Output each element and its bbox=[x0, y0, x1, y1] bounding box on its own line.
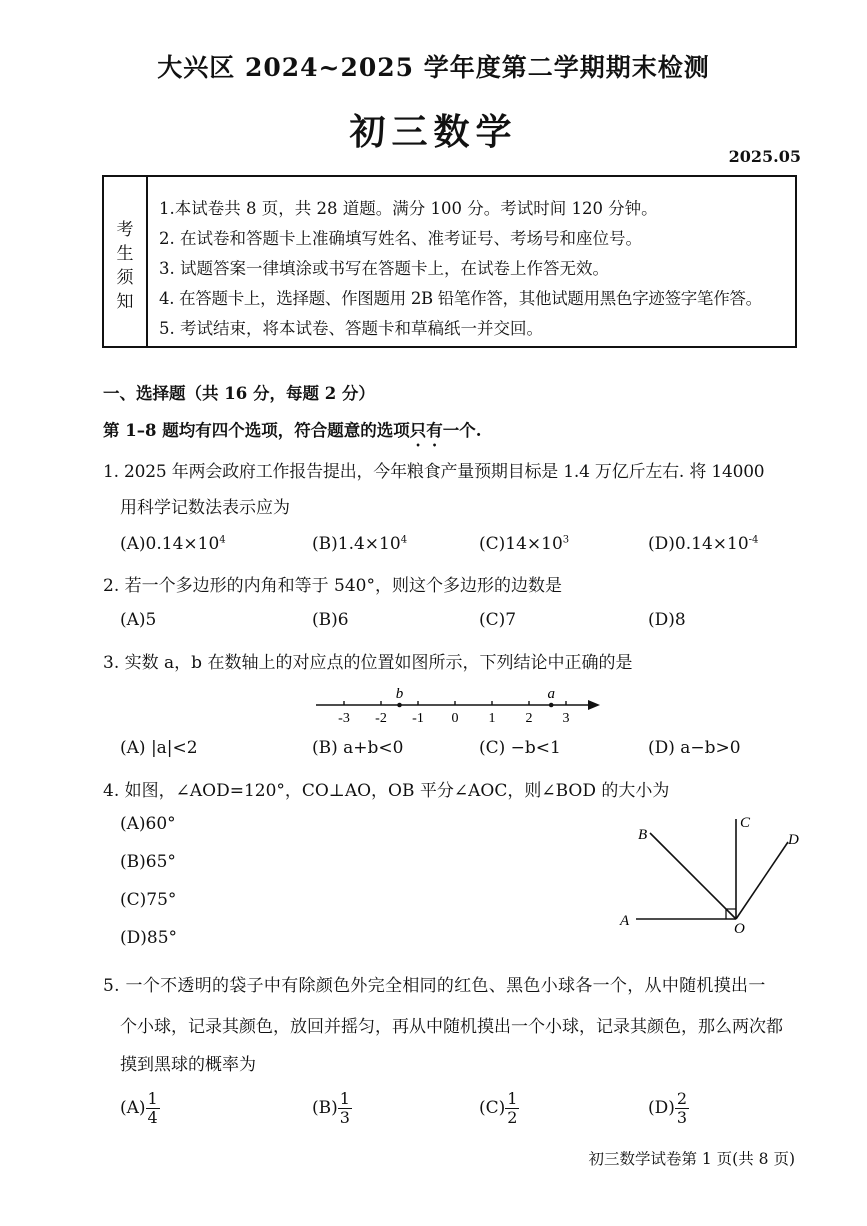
notice-label bbox=[104, 177, 148, 346]
ray-od bbox=[736, 842, 788, 919]
question-1-option-a: $(A)0.14\times 10^4$ bbox=[120, 534, 226, 554]
axis-tick-label: -2 bbox=[375, 711, 387, 725]
question-3-option-c: (C) −b<1 bbox=[479, 738, 561, 758]
question-3-option-a: (A) |a|<2 bbox=[120, 738, 198, 758]
question-2-option-b: (B)6 bbox=[312, 610, 349, 630]
instruction-emphasis: 只有 bbox=[409, 421, 443, 440]
point-b-label: b bbox=[395, 686, 404, 702]
point-a-dot bbox=[549, 703, 554, 708]
point-label-o: O bbox=[734, 921, 745, 937]
section-instruction bbox=[103, 417, 481, 450]
question-2-option-c: (C)7 bbox=[479, 610, 517, 630]
point-a-label: a bbox=[547, 686, 555, 702]
point-b-dot bbox=[397, 703, 402, 708]
axis-tick-label: -3 bbox=[338, 711, 350, 725]
ray-ob bbox=[650, 833, 736, 919]
point-label-a: A bbox=[620, 913, 630, 929]
exam-date: 2025.05 bbox=[728, 147, 801, 166]
notice-label-char: 知 bbox=[116, 292, 134, 312]
point-label-c: C bbox=[740, 815, 751, 831]
page-footer: 初三数学试卷第 1 页(共 8 页) bbox=[588, 1150, 795, 1168]
exam-title: 大兴区 2024~2025 学年度第二学期期末检测 bbox=[157, 53, 710, 82]
axis-tick-label: -1 bbox=[412, 711, 424, 725]
axis-tick-label: 3 bbox=[562, 711, 570, 725]
question-4-option-c: (C)75° bbox=[120, 890, 177, 910]
angle-figure bbox=[610, 805, 810, 940]
instruction-text-end: 一个. bbox=[442, 421, 482, 440]
question-1-option-d: $(D)0.14\times 10^{-4}$ bbox=[648, 534, 759, 554]
question-2-option-a: (A)5 bbox=[120, 610, 157, 630]
notice-box bbox=[102, 175, 797, 348]
question-5-option-d: (D) $\frac{2}{3}$ bbox=[648, 1089, 688, 1127]
question-1-option-c: $(C)14\times 10^3$ bbox=[479, 534, 570, 554]
number-line-figure bbox=[300, 680, 610, 725]
question-4-option-a: (A)60° bbox=[120, 814, 176, 834]
question-5-option-c: (C) $\frac{1}{2}$ bbox=[479, 1089, 518, 1127]
question-5-line-1: 5. 一个不透明的袋子中有除颜色外完全相同的红色、黑色小球各一个，从中随机摸出一 bbox=[103, 976, 766, 996]
point-label-d: D bbox=[788, 832, 799, 848]
question-1-line-2: 用科学记数法表示应为 bbox=[120, 498, 290, 518]
question-4-option-d: (D)85° bbox=[120, 928, 178, 948]
point-label-b: B bbox=[638, 827, 648, 843]
question-1-option-b: $(B)1.4\times 10^4$ bbox=[312, 534, 408, 554]
axis-tick-label: 2 bbox=[525, 711, 533, 725]
axis-arrow bbox=[588, 700, 600, 710]
notice-line: 5. 考试结束，将本试卷、答题卡和草稿纸一并交回。 bbox=[159, 319, 543, 338]
notice-line: 3. 试题答案一律填涂或书写在答题卡上，在试卷上作答无效。 bbox=[159, 259, 609, 278]
section-title: 一、选择题（共 16 分，每题 2 分） bbox=[103, 384, 375, 403]
question-4-option-b: (B)65° bbox=[120, 852, 176, 872]
subject-title: 初三数学 bbox=[349, 111, 518, 153]
question-3-option-b: (B) a+b<0 bbox=[312, 738, 404, 758]
question-3-option-d: (D) a−b>0 bbox=[648, 738, 741, 758]
notice-label-char: 考 bbox=[116, 220, 134, 240]
question-2-option-d: (D)8 bbox=[648, 610, 686, 630]
question-5-line-3: 摸到黑球的概率为 bbox=[120, 1055, 256, 1075]
notice-line: 4. 在答题卡上，选择题、作图题用 2B 铅笔作答，其他试题用黑色字迹签字笔作答。 bbox=[159, 289, 762, 308]
question-5-line-2: 个小球，记录其颜色，放回并摇匀，再从中随机摸出一个小球，记录其颜色，那么两次都 bbox=[120, 1017, 783, 1037]
axis-tick-label: 1 bbox=[488, 711, 496, 725]
question-5-option-a: (A) $\frac{1}{4}$ bbox=[120, 1089, 158, 1127]
notice-label-char: 生 bbox=[116, 244, 134, 264]
question-4-text: 4. 如图，∠AOD=120°，CO⊥AO，OB 平分∠AOC，则∠BOD 的大小为 bbox=[103, 781, 670, 801]
question-1-line-1: 1. 2025 年两会政府工作报告提出，今年粮食产量预期目标是 1.4 万亿斤左右. 将 14000 bbox=[103, 462, 765, 482]
question-5-option-b: (B) $\frac{1}{3}$ bbox=[312, 1089, 350, 1127]
question-3-text: 3. 实数 a，b 在数轴上的对应点的位置如图所示，下列结论中正确的是 bbox=[103, 653, 633, 673]
notice-label-char: 须 bbox=[116, 268, 134, 288]
question-2-text: 2. 若一个多边形的内角和等于 540°，则这个多边形的边数是 bbox=[103, 576, 562, 596]
axis-tick-label: 0 bbox=[451, 711, 459, 725]
notice-line: 2. 在试卷和答题卡上准确填写姓名、准考证号、考场号和座位号。 bbox=[159, 229, 642, 248]
notice-line: 1.本试卷共 8 页，共 28 道题。满分 100 分。考试时间 120 分钟。 bbox=[159, 199, 658, 218]
instruction-text: 第 1–8 题均有四个选项，符合题意的选项 bbox=[103, 421, 410, 440]
